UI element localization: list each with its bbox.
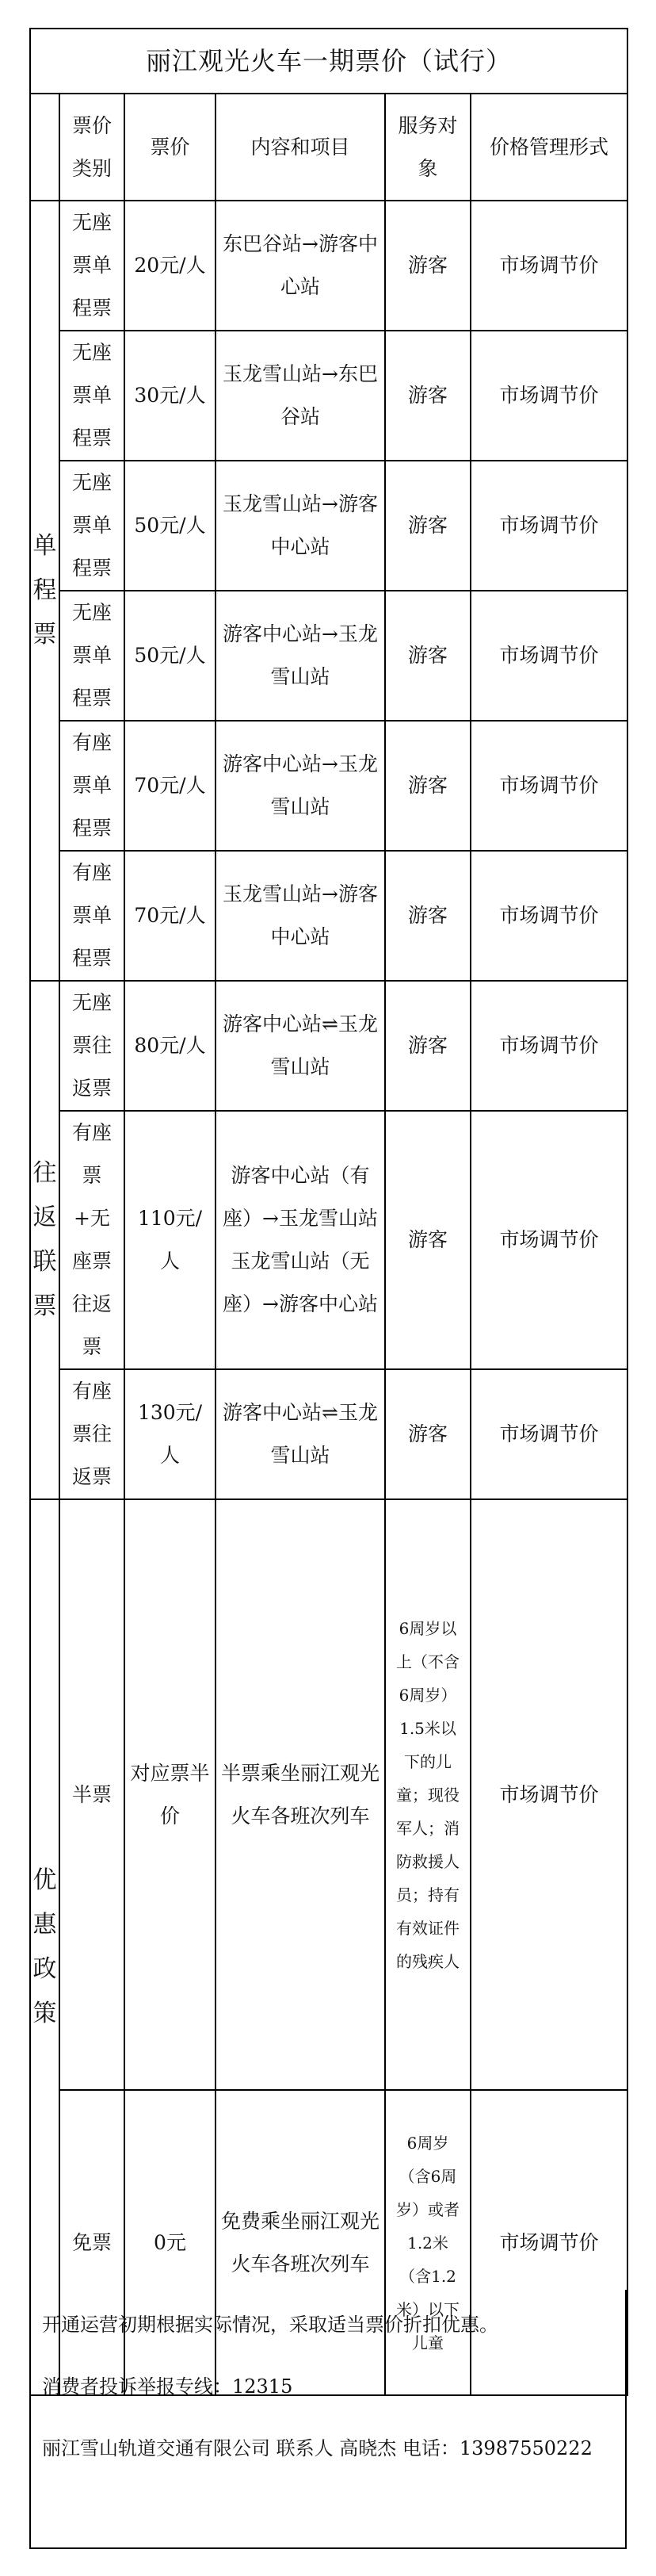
row-form: 市场调节价 [471,1499,627,2090]
row-price: 30元/人 [124,331,215,461]
header-price: 票价 [124,94,215,201]
header-blank [30,94,59,201]
row-price: 50元/人 [124,461,215,591]
row-price: 70元/人 [124,721,215,851]
row-type: 有座票往返票 [59,1369,124,1499]
discount-note: 开通运营初期根据实际情况，采取适当票价折扣优惠。 [42,2314,498,2336]
table-title: 丽江观光火车一期票价（试行） [30,29,627,94]
row-service: 游客 [385,981,471,1111]
row-content: 游客中心站⇌玉龙雪山站 [215,1369,385,1499]
contact-info: 丽江雪山轨道交通有限公司 联系人 高晓杰 电话：13987550222 [42,2437,593,2459]
row-content: 东巴谷站→游客中心站 [215,201,385,331]
row-service: 游客 [385,721,471,851]
header-content: 内容和项目 [215,94,385,201]
row-price: 80元/人 [124,981,215,1111]
row-type: 有座票+无座票往返票 [59,1111,124,1369]
row-content: 半票乘坐丽江观光火车各班次列车 [215,1499,385,2090]
row-form: 市场调节价 [471,591,627,721]
row-service: 游客 [385,201,471,331]
row-form: 市场调节价 [471,981,627,1111]
row-price: 130元/人 [124,1369,215,1499]
row-service: 游客 [385,461,471,591]
category-round-trip: 往返联票 [30,981,59,1499]
row-service: 游客 [385,1369,471,1499]
row-type: 免票 [59,2090,124,2395]
row-service: 6周岁（含6周岁）或者1.2米（含1.2米）以下儿童 [385,2090,471,2395]
row-type: 无座票单程票 [59,461,124,591]
row-type: 无座票往返票 [59,981,124,1111]
row-type: 无座票单程票 [59,591,124,721]
row-content: 玉龙雪山站→游客中心站 [215,461,385,591]
row-service: 游客 [385,851,471,981]
header-ticket-type: 票价 类别 [59,94,124,201]
row-price: 110元/人 [124,1111,215,1369]
header-pricing-form: 价格管理形式 [471,94,627,201]
header-service: 服务对象 [385,94,471,201]
row-content: 玉龙雪山站→游客中心站 [215,851,385,981]
row-type: 无座票单程票 [59,201,124,331]
row-price: 50元/人 [124,591,215,721]
row-form: 市场调节价 [471,1111,627,1369]
category-discount-policy: 优惠政策 [30,1499,59,2395]
row-price: 对应票半价 [124,1499,215,2090]
row-service: 6周岁以上（不含6周岁）1.5米以下的儿童；现役军人；消防救援人员；持有有效证件的残疾人 [385,1499,471,2090]
row-form: 市场调节价 [471,331,627,461]
row-service: 游客 [385,1111,471,1369]
row-content: 游客中心站→玉龙雪山站 [215,591,385,721]
row-type: 半票 [59,1499,124,2090]
row-type: 无座票单程票 [59,331,124,461]
row-content: 玉龙雪山站→东巴谷站 [215,331,385,461]
row-service: 游客 [385,331,471,461]
footer-notes [29,2290,627,2549]
complaint-hotline: 消费者投诉举报专线：12315 [42,2375,293,2398]
row-service: 游客 [385,591,471,721]
row-type: 有座票单程票 [59,851,124,981]
row-form: 市场调节价 [471,2090,627,2395]
row-type: 有座票单程票 [59,721,124,851]
row-form: 市场调节价 [471,1369,627,1499]
row-form: 市场调节价 [471,201,627,331]
row-price: 0元 [124,2090,215,2395]
row-content: 游客中心站（有座）→玉龙雪山站 玉龙雪山站（无座）→游客中心站 [215,1111,385,1369]
row-price: 70元/人 [124,851,215,981]
row-price: 20元/人 [124,201,215,331]
row-form: 市场调节价 [471,461,627,591]
row-content: 游客中心站⇌玉龙雪山站 [215,981,385,1111]
row-form: 市场调节价 [471,721,627,851]
row-form: 市场调节价 [471,851,627,981]
category-single-trip: 单程票 [30,201,59,981]
row-content: 游客中心站→玉龙雪山站 [215,721,385,851]
fare-table [29,28,628,2396]
row-content: 免费乘坐丽江观光火车各班次列车 [215,2090,385,2395]
